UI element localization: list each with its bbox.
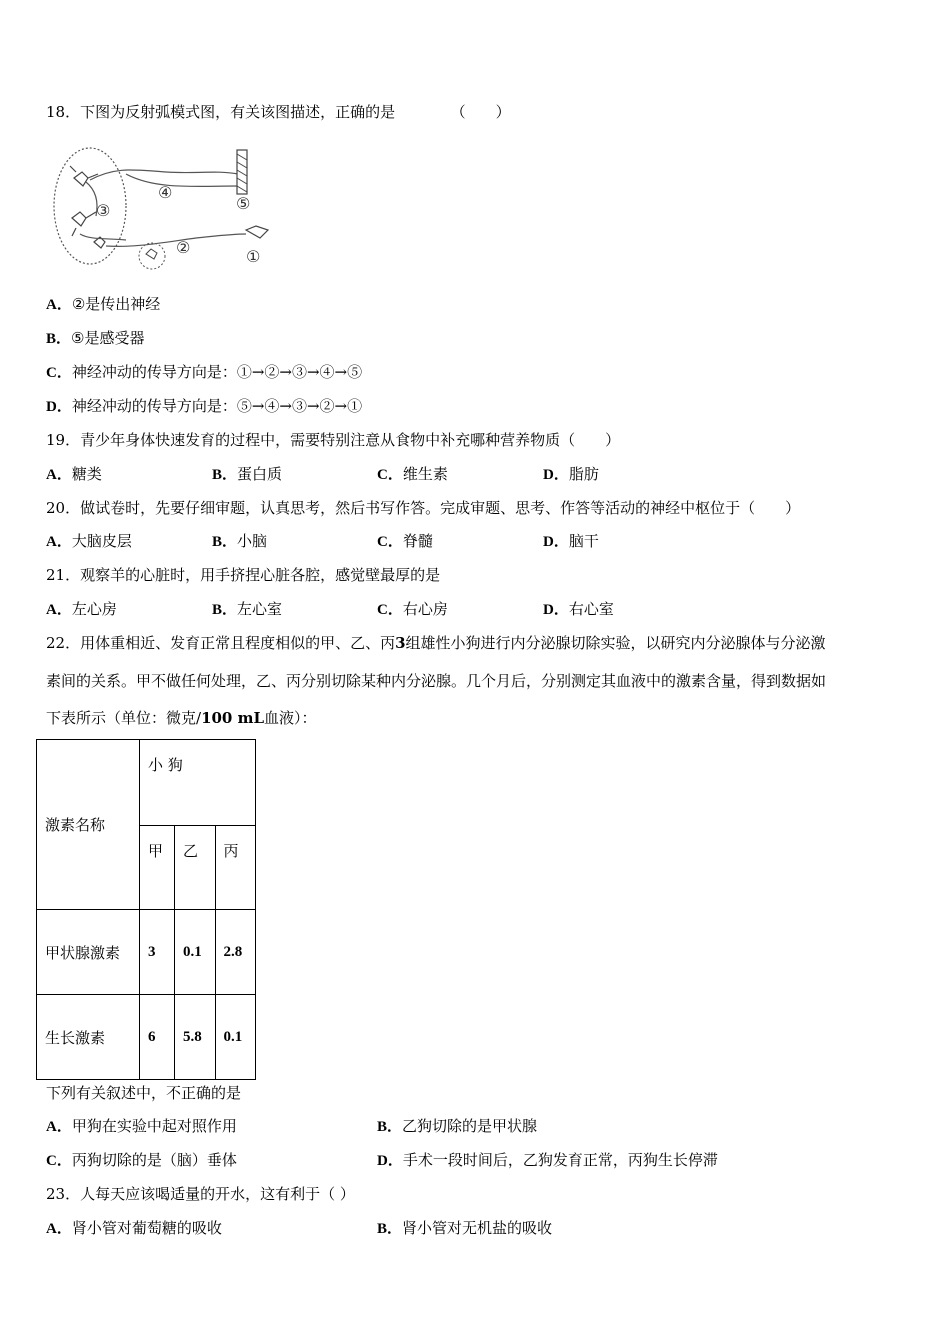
q18-option-b[interactable]: B．⑤是感受器 — [46, 329, 145, 347]
table-row: 生长激素 6 5.8 0.1 — [37, 995, 256, 1080]
q20-stem: 20．做试卷时，先要仔细审题，认真思考，然后书写作答。完成审题、思考、作答等活动的神经中枢位于（ ） — [46, 499, 801, 517]
label-3: ③ — [96, 201, 111, 220]
q19-stem: 19．青少年身体快速发育的过程中，需要特别注意从食物中补充哪种营养物质（ ） — [46, 431, 621, 449]
label-2: ② — [176, 238, 191, 257]
q19-option-a[interactable]: A．糖类 — [46, 465, 102, 483]
q21-option-a[interactable]: A．左心房 — [46, 600, 117, 618]
receptor — [246, 226, 268, 238]
q21-stem: 21．观察羊的心脏时，用手挤捏心脏各腔，感觉壁最厚的是 — [46, 566, 441, 584]
q18-stem: 18．下图为反射弧模式图，有关该图描述，正确的是 （ ） — [46, 103, 511, 121]
label-1: ① — [246, 247, 261, 266]
reflex-arc-diagram — [46, 146, 286, 276]
q18-option-c[interactable]: C．神经冲动的传导方向是：①→②→③→④→⑤ — [46, 363, 363, 381]
q20-option-a[interactable]: A．大脑皮层 — [46, 532, 132, 550]
q22-option-a[interactable]: A．甲狗在实验中起对照作用 — [46, 1117, 237, 1135]
q19-option-d[interactable]: D．脂肪 — [543, 465, 599, 483]
hormone-table — [36, 739, 256, 1080]
column-jia: 甲 — [140, 826, 175, 910]
answer-paren: （ ） — [450, 103, 511, 121]
q21-option-c[interactable]: C．右心房 — [377, 600, 448, 618]
ganglion-cell — [146, 249, 157, 259]
header-hormone-name: 激素名称 — [37, 740, 140, 910]
neuron-body-2 — [72, 212, 96, 236]
effector-muscle — [237, 150, 247, 194]
neuron-body-1 — [70, 166, 98, 186]
q21-option-b[interactable]: B．左心室 — [212, 600, 283, 618]
q23-option-a[interactable]: A．肾小管对葡萄糖的吸收 — [46, 1219, 222, 1237]
q22-option-b[interactable]: B．乙狗切除的是甲状腺 — [377, 1117, 538, 1135]
label-4: ④ — [158, 183, 173, 202]
q21-option-d[interactable]: D．右心室 — [543, 600, 614, 618]
q18-option-d[interactable]: D．神经冲动的传导方向是：⑤→④→③→②→① — [46, 397, 363, 415]
q18-option-a[interactable]: A．②是传出神经 — [46, 295, 161, 313]
q20-option-b[interactable]: B．小脑 — [212, 532, 268, 550]
column-bing: 丙 — [215, 826, 256, 910]
q19-option-b[interactable]: B．蛋白质 — [212, 465, 283, 483]
label-5: ⑤ — [236, 194, 251, 213]
q19-option-c[interactable]: C．维生素 — [377, 465, 448, 483]
row-name: 生长激素 — [37, 995, 140, 1080]
q22-stem-line3: 下表所示（单位：微克/100 mL血液）： — [46, 709, 317, 727]
q23-option-b[interactable]: B．肾小管对无机盐的吸收 — [377, 1219, 553, 1237]
q22-stem-line1: 22．用体重相近、发育正常且程度相似的甲、乙、丙3组雄性小狗进行内分泌腺切除实验，以研究内分泌腺体与分泌激 — [46, 634, 826, 652]
ganglion-outline — [139, 243, 165, 269]
table-row: 甲状腺激素 3 0.1 2.8 — [37, 910, 256, 995]
q23-stem: 23．人每天应该喝适量的开水，这有利于（ ） — [46, 1185, 355, 1203]
q20-option-d[interactable]: D．脑干 — [543, 532, 599, 550]
header-dog-group: 小 狗 — [140, 740, 256, 826]
interneuron-path — [80, 234, 126, 240]
q22-option-c[interactable]: C．丙狗切除的是（脑）垂体 — [46, 1151, 237, 1169]
row-name: 甲状腺激素 — [37, 910, 140, 995]
efferent-nerve — [90, 170, 238, 180]
q22-follow: 下列有关叙述中，不正确的是 — [46, 1084, 242, 1102]
q22-stem-line2: 素间的关系。甲不做任何处理，乙、丙分别切除某种内分泌腺。几个月后，分别测定其血液中的激素含量，得到数据如 — [46, 672, 827, 690]
q22-option-d[interactable]: D．手术一段时间后，乙狗发育正常，丙狗生长停滞 — [377, 1151, 718, 1169]
column-yi: 乙 — [175, 826, 215, 910]
q20-option-c[interactable]: C．脊髓 — [377, 532, 433, 550]
